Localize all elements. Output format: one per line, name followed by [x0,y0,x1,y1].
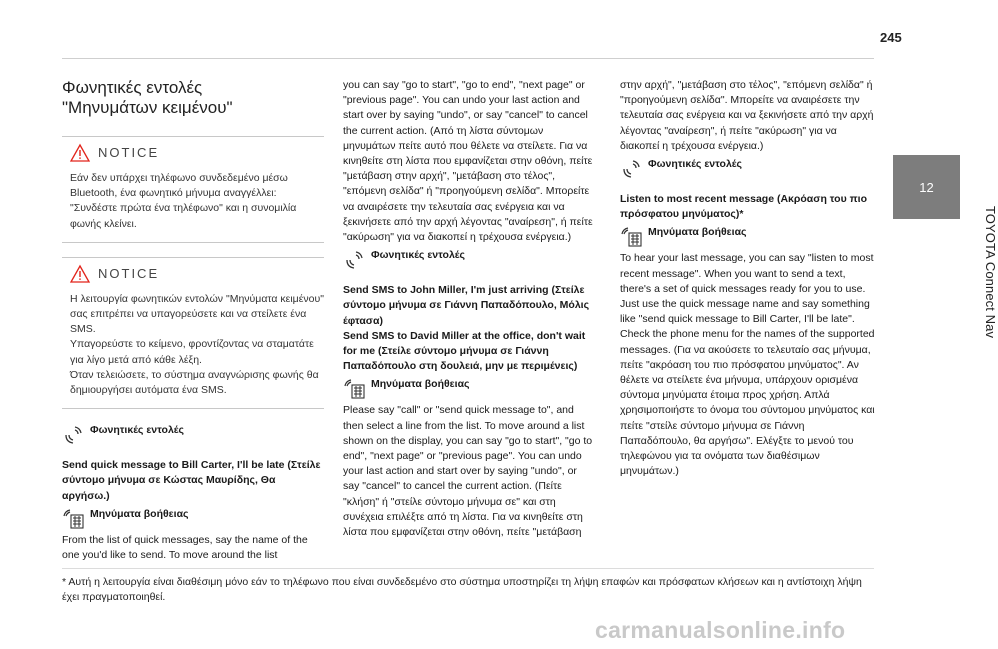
notice-title: NOTICE [98,266,160,282]
voice-commands-heading [343,248,595,270]
voice-command-example: Send quick message to Bill Carter, I'll be late (Στείλε σύντομο μήνυμα σε Κώστας Μαυρίδης, Θα αργήσω.) [62,459,321,502]
help-text: Please say "call" or "send quick message to", and then select a line from the list. To move around a list shown on the display, you can say "go to start", "go to end", "next page" or "previous page". You can undo your last action and start over by saying "undo", or say "cancel" to cancel the current action. (Πείτε "κλήση" ή "στείλε σύντομο μήνυμα σε" και στη συνέχεια επιλέξτε από τη λίστα. Για να κινηθείτε στη λίστα που εμφανίζεται στην οθόνη, πείτε "μετάβαση [343,404,593,539]
chapter-title: TOYOTA Connect Nav [983,206,998,339]
notice-box-1 [62,136,324,243]
help-messages-label: Μηνύματα βοήθειας [371,378,470,391]
help-messages-heading [343,377,595,399]
column-1 [62,78,324,563]
help-message-icon [62,507,84,529]
voice-command-example-2: Send SMS to David Miller at the office, don't wait for me (Στείλε σύντομο μήνυμα σε Γιάννη Παπαδόπουλο στη δουλειά, μην με περιμένεις) [343,329,586,373]
help-message-icon [620,225,642,247]
page-number: 245 [880,30,902,45]
voice-command-icon [620,157,642,179]
section-title-line-1: Φωνητικές εντολές [62,78,203,97]
voice-command-icon [343,248,365,270]
notice-text-line-3: Όταν τελειώσετε, το σύστημα αναγνώρισης φωνής θα δημιουργήσει αυτόματα ένα SMS. [70,368,319,397]
top-divider [62,58,874,59]
help-messages-label: Μηνύματα βοήθειας [90,507,189,520]
warning-icon [70,265,90,283]
help-messages-heading [620,225,875,247]
help-text: From the list of quick messages, say the name of the one you'd like to send. To move around the list [62,533,308,562]
voice-command-example-1: Send SMS to John Miller, I'm just arriving (Στείλε σύντομο μήνυμα σε Γιάννη Παπαδόπουλο, Μόλις έφτασα) [343,284,590,327]
section-title-line-2: "Μηνυμάτων κειμένου" [62,98,233,117]
footnote: * Αυτή η λειτουργία είναι διαθέσιμη μόνο εάν το τηλέφωνο που είναι συνδεδεμένο στο σύστημα υποστηρίζει τη λήψη επαφών και πρόσφατων κλήσεων και η αντίστοιχη λήψη έχει πραγματοποιηθεί. [62,576,862,603]
help-text: To hear your last message, you can say "listen to most recent message". When you want to send a text, there's a set of quick messages ready for you to use. Just use the quick message name and say something like "send quick message to Bill Carter, I'll be late". Check the phone menu for the names of the supported messages. (Για να ακούσετε το τελευταίο σας μήνυμα, πείτε "ακρόαση του πιο πρόσφατου μηνύματος". Αν θέλετε να στείλετε ένα μήνυμα, υπάρχουν ορισμένα σύντομα μηνύματα έτοιμα προς χρήση. Απλά χρησιμοποιήστε το όνομα του σύντομου μηνύματος και πείτε "στείλε σύντομο μήνυμα σε Γιάννη Παπαδόπουλο, θα αργήσω". Ελέγξτε το μενού του τηλεφώνου για τα ονόματα των διαθέσιμων μηνυμάτων.) [620,252,875,478]
notice-text-line-1: Η λειτουργία φωνητικών εντολών "Μηνύματα κειμένου" σας επιτρέπει να υπαγορεύσετε και να στείλετε ένα SMS. [70,292,324,336]
help-message-icon [343,377,365,399]
voice-commands-label: Φωνητικές εντολές [90,424,184,437]
section-title [62,78,324,118]
notice-box-2 [62,257,324,409]
body-text: στην αρχή", "μετάβαση στο τέλος", "επόμενη σελίδα" ή "προηγούμενη σελίδα". Μπορείτε να αναιρέσετε την τελευταία σας ενέργεια και να ξεκινήσετε από την αρχή λέγοντας "αναίρεση", ή πείτε "ακύρωση" για να διακοπεί η τρέχουσα ενέργεια.) [620,79,874,152]
voice-command-icon [62,423,84,445]
watermark: carmanualsonline.info [595,617,846,643]
body-text: you can say "go to start", "go to end", "next page" or "previous page". You can undo your last action and start over by saying "undo", or say "cancel" to cancel the current action. (Από τη λίστα σύντομων μηνυμάτων πείτε αυτό που θέλετε να στείλετε. Για να κινηθείτε στη λίστα που εμφανίζεται στην οθόνη, πείτε "μετάβαση στην αρχή", "μετάβαση στο τέλος", "επόμενη σελίδα" ή "προηγούμενη σελίδα". Μπορείτε να αναιρέσετε την τελευταία σας ενέργεια και να ξεκινήσετε από την αρχή λέγοντας "αναίρεση", ή πείτε "ακύρωση" για να διακοπεί η τρέχουσα ενέργεια.) [343,79,593,244]
chapter-tab[interactable]: 12 [893,155,960,219]
voice-commands-label: Φωνητικές εντολές [371,249,465,262]
voice-command-example: Listen to most recent message (Ακρόαση του πιο πρόσφατου μηνύματος)* [620,193,867,221]
voice-commands-heading [62,423,324,445]
voice-commands-heading [620,157,875,179]
help-messages-heading [62,507,324,529]
column-3 [620,78,875,479]
help-messages-label: Μηνύματα βοήθειας [648,226,747,239]
notice-text: Εάν δεν υπάρχει τηλέφωνο συνδεδεμένο μέσω Bluetooth, ένα φωνητικό μήνυμα αναγγέλλει: "Συνδέστε πρώτα ένα τηλέφωνο" και η συνομιλία φωνής κλείνει. [70,172,297,230]
column-2 [343,78,595,540]
warning-icon [70,144,90,162]
notice-title: NOTICE [98,145,160,161]
voice-commands-label: Φωνητικές εντολές [648,158,742,171]
footnote-divider [62,568,874,569]
notice-text-line-2: Υπαγορεύστε το κείμενο, φροντίζοντας να σταματάτε για λίγο μετά από κάθε λέξη. [70,338,314,366]
